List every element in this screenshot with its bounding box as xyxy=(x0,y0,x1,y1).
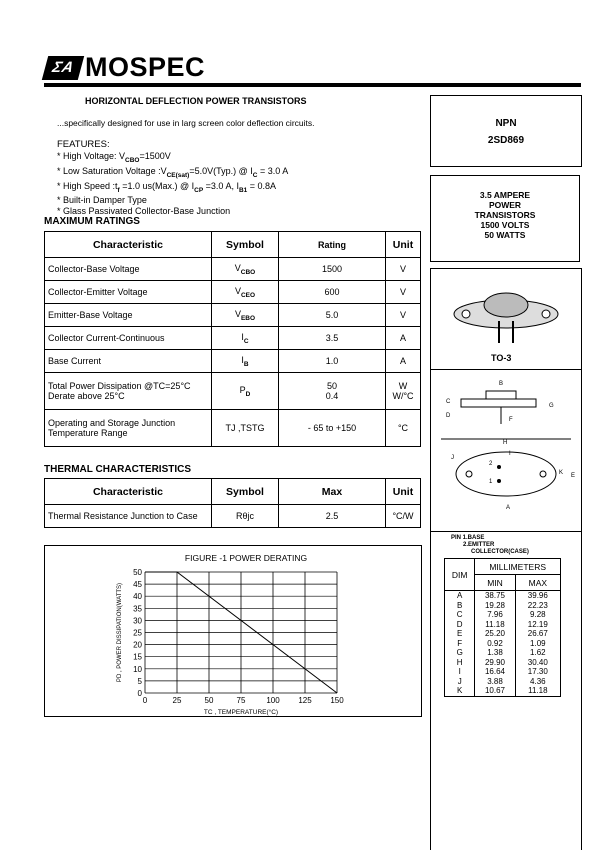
cell-dim: J xyxy=(457,676,462,686)
feature-item: * Low Saturation Voltage $:V_{CE(sat)}=5.0V(Typ.)$ @ $I_C = 3.0$ A xyxy=(57,165,289,179)
cell-rating: 600 xyxy=(279,281,386,304)
x-axis-label: TC , TEMPERATURE(°C) xyxy=(203,709,279,716)
table-row xyxy=(45,505,421,528)
y-tick-label: 45 xyxy=(133,580,142,590)
cell-dim: H xyxy=(456,657,463,667)
y-tick-label: 40 xyxy=(133,592,142,602)
header-symbol: Symbol xyxy=(212,232,279,258)
dimension-row xyxy=(445,601,561,611)
cell-max: 17.30 xyxy=(515,667,560,677)
cell-characteristic: Thermal Resistance Junction to Case xyxy=(45,505,212,528)
summary-line: 3.5 AMPERE xyxy=(479,190,531,200)
cell-characteristic: Collector-Base Voltage xyxy=(45,258,212,281)
cell-min: 25.20 xyxy=(475,629,515,639)
cell-max: 2.5 xyxy=(279,505,386,528)
cell-max: 39.96 xyxy=(515,591,560,601)
cell-min: 29.90 xyxy=(475,658,515,668)
svg-text:G: G xyxy=(549,403,554,409)
cell-characteristic: Collector Current-Continuous xyxy=(45,327,212,350)
cell-max: 11.18 xyxy=(515,686,560,696)
header-symbol: Symbol xyxy=(212,479,279,505)
x-tick-label: 0 xyxy=(142,696,148,705)
mospec-logo xyxy=(45,52,205,83)
cell-max: 1.62 xyxy=(515,648,560,658)
thermal-title: THERMAL CHARACTERISTICS xyxy=(44,464,192,475)
header-characteristic: Characteristic xyxy=(45,479,212,505)
cell-unit: V xyxy=(386,258,421,281)
cell-dim: C xyxy=(456,610,463,619)
cell-dim: E xyxy=(457,629,463,638)
pin-2: 2.EMITTER xyxy=(463,542,495,548)
cell-dim: G xyxy=(456,648,463,657)
cell-min: 38.75 xyxy=(475,591,515,601)
header-characteristic: Characteristic xyxy=(45,232,212,258)
cell-min: 7.96 xyxy=(475,610,515,620)
cell-rating: 1.0 xyxy=(279,350,386,373)
x-tick-label: 75 xyxy=(236,696,246,705)
cell-symbol: TJ ,TSTG xyxy=(212,410,279,447)
cell-symbol: $P_D$ xyxy=(212,373,279,410)
cell-unit: A xyxy=(386,350,421,373)
cell-dim: I xyxy=(458,667,461,676)
cell-rating: 50 0.4 xyxy=(279,373,386,410)
feature-item: * High Voltage: $V_{CBO}=1500V$ xyxy=(57,151,171,164)
header-unit: Unit xyxy=(386,232,421,258)
package-dimension-drawing xyxy=(431,369,581,529)
feature-item: * Glass Passivated Collector-Base Junction xyxy=(57,206,231,217)
y-tick-label: 20 xyxy=(133,640,142,650)
header-max: Max xyxy=(279,479,386,505)
dimension-row xyxy=(445,677,561,687)
cell-symbol: $V_{CEO}$ xyxy=(212,281,279,304)
x-tick-label: 25 xyxy=(172,696,182,705)
table-row xyxy=(45,258,421,281)
x-tick-label: 100 xyxy=(266,696,280,705)
max-ratings-title: MAXIMUM RATINGS xyxy=(44,216,140,227)
cell-min: 0.92 xyxy=(475,639,515,649)
dimensions-table xyxy=(444,558,561,697)
dimension-row xyxy=(445,610,561,620)
cell-characteristic: Operating and Storage Junction Temperature Range xyxy=(45,410,212,447)
feature-item: * Built-in Damper Type xyxy=(57,195,147,206)
dimension-row xyxy=(445,686,561,696)
cell-max: 26.67 xyxy=(515,629,560,639)
svg-text:D: D xyxy=(446,413,451,419)
cell-symbol: $I_C$ xyxy=(212,327,279,350)
svg-text:F: F xyxy=(509,417,513,423)
cell-max: 9.28 xyxy=(515,610,560,620)
y-tick-label: 35 xyxy=(133,604,142,614)
summary-line: POWER xyxy=(488,200,522,210)
cell-characteristic: Total Power Dissipation @TC=25°C Derate above 25°C xyxy=(45,373,212,410)
cell-symbol: $I_B$ xyxy=(212,350,279,373)
cell-characteristic: Emitter-Base Voltage xyxy=(45,304,212,327)
power-derating-chart xyxy=(45,546,421,716)
package-label: TO-3 xyxy=(491,353,512,363)
header-rating: Rating xyxy=(279,232,386,258)
header-rule xyxy=(44,83,581,87)
part-number: 2SD869 xyxy=(487,135,525,146)
cell-dim: A xyxy=(457,591,463,600)
cell-max: 4.36 xyxy=(515,677,560,687)
cell-min: 10.67 xyxy=(475,686,515,696)
header-dim: DIM xyxy=(445,559,475,591)
cell-unit: V xyxy=(386,304,421,327)
y-tick-label: 10 xyxy=(133,664,142,674)
table-row xyxy=(45,350,421,373)
dimension-row xyxy=(445,648,561,658)
thermal-table xyxy=(44,478,421,528)
dimension-row xyxy=(445,591,561,601)
part-box xyxy=(430,95,582,167)
cell-symbol: Rθjc xyxy=(212,505,279,528)
logo-mark: ΣA xyxy=(42,56,84,80)
cell-min: 19.28 xyxy=(475,601,515,611)
y-tick-label: 25 xyxy=(133,628,142,638)
svg-text:2: 2 xyxy=(489,461,493,467)
pin-1: PIN 1.BASE xyxy=(451,535,485,541)
summary-line: 50 WATTS xyxy=(484,230,526,240)
cell-unit: V xyxy=(386,281,421,304)
polarity: NPN xyxy=(495,118,517,129)
package-box xyxy=(430,268,582,850)
dimension-row xyxy=(445,639,561,649)
cell-min: 16.64 xyxy=(475,667,515,677)
cell-unit: °C xyxy=(386,410,421,447)
table-row xyxy=(45,304,421,327)
dimension-row xyxy=(445,620,561,630)
description: ...specifically designed for use in larg screen color deflection circuits. xyxy=(57,118,315,128)
y-tick-label: 5 xyxy=(137,676,142,686)
cell-symbol: $V_{CBO}$ xyxy=(212,258,279,281)
svg-text:C: C xyxy=(446,399,451,405)
feature-item: * High Speed $:t_f =1.0$ us(Max.) @ $I_{CP} =3.0$ A, $I_{B1} = 0.8A$ xyxy=(57,180,277,194)
cell-symbol: $V_{EBO}$ xyxy=(212,304,279,327)
y-tick-label: 50 xyxy=(133,568,142,577)
table-row xyxy=(45,281,421,304)
header-min: MIN xyxy=(475,575,515,591)
cell-rating: 3.5 xyxy=(279,327,386,350)
cell-max: 30.40 xyxy=(515,658,560,668)
dimension-row xyxy=(445,667,561,677)
svg-text:B: B xyxy=(499,381,504,387)
svg-text:J: J xyxy=(451,455,454,461)
cell-dim: B xyxy=(457,600,463,610)
cell-unit: °C/W xyxy=(386,505,421,528)
dimension-row xyxy=(445,658,561,668)
y-tick-label: 0 xyxy=(137,689,142,698)
svg-text:1: 1 xyxy=(489,479,493,485)
y-axis-label: PD , POWER DISSIPATION(WATTS) xyxy=(117,582,123,683)
cell-min: 11.18 xyxy=(475,620,515,630)
table-row xyxy=(45,327,421,350)
cell-unit: A xyxy=(386,327,421,350)
pin-case: COLLECTOR(CASE) xyxy=(471,549,529,555)
cell-characteristic: Collector-Emitter Voltage xyxy=(45,281,212,304)
cell-max: 12.19 xyxy=(515,620,560,630)
features-label: FEATURES: xyxy=(57,139,110,150)
cell-rating: 1500 xyxy=(279,258,386,281)
svg-text:I: I xyxy=(509,451,511,457)
product-title: HORIZONTAL DEFLECTION POWER TRANSISTORS xyxy=(85,96,307,106)
header-unit: Unit xyxy=(386,479,421,505)
cell-unit: W W/°C xyxy=(386,373,421,410)
cell-max: 1.09 xyxy=(515,639,560,649)
cell-rating: - 65 to +150 xyxy=(279,410,386,447)
cell-min: 1.38 xyxy=(475,648,515,658)
cell-dim: K xyxy=(457,686,463,695)
svg-text:K: K xyxy=(559,470,564,476)
table-row xyxy=(45,373,421,410)
chart-title: FIGURE -1 POWER DERATING xyxy=(184,553,308,563)
header-max: MAX xyxy=(515,575,560,591)
y-tick-label: 30 xyxy=(133,616,142,626)
x-tick-label: 50 xyxy=(204,696,214,705)
cell-characteristic: Base Current xyxy=(45,350,212,373)
cell-rating: 5.0 xyxy=(279,304,386,327)
dimension-row xyxy=(445,629,561,639)
brand-name: MOSPEC xyxy=(85,52,206,82)
pin-assignment xyxy=(451,535,529,556)
cell-max: 22.23 xyxy=(515,601,560,611)
cell-dim: F xyxy=(457,638,463,648)
summary-box xyxy=(430,175,580,262)
svg-text:A: A xyxy=(506,505,511,511)
x-tick-label: 150 xyxy=(330,696,344,705)
summary-line: 1500 VOLTS xyxy=(480,220,530,230)
max-ratings-table xyxy=(44,231,421,447)
x-tick-label: 125 xyxy=(298,696,312,705)
cell-dim: D xyxy=(456,619,463,629)
y-tick-label: 15 xyxy=(133,652,142,662)
chart-frame xyxy=(44,545,422,717)
table-row xyxy=(45,410,421,447)
svg-text:E: E xyxy=(571,473,576,479)
cell-min: 3.88 xyxy=(475,677,515,687)
header-millimeters: MILLIMETERS xyxy=(475,559,561,575)
summary-line: TRANSISTORS xyxy=(474,210,536,220)
features-list xyxy=(57,151,288,217)
svg-text:H: H xyxy=(503,440,508,446)
